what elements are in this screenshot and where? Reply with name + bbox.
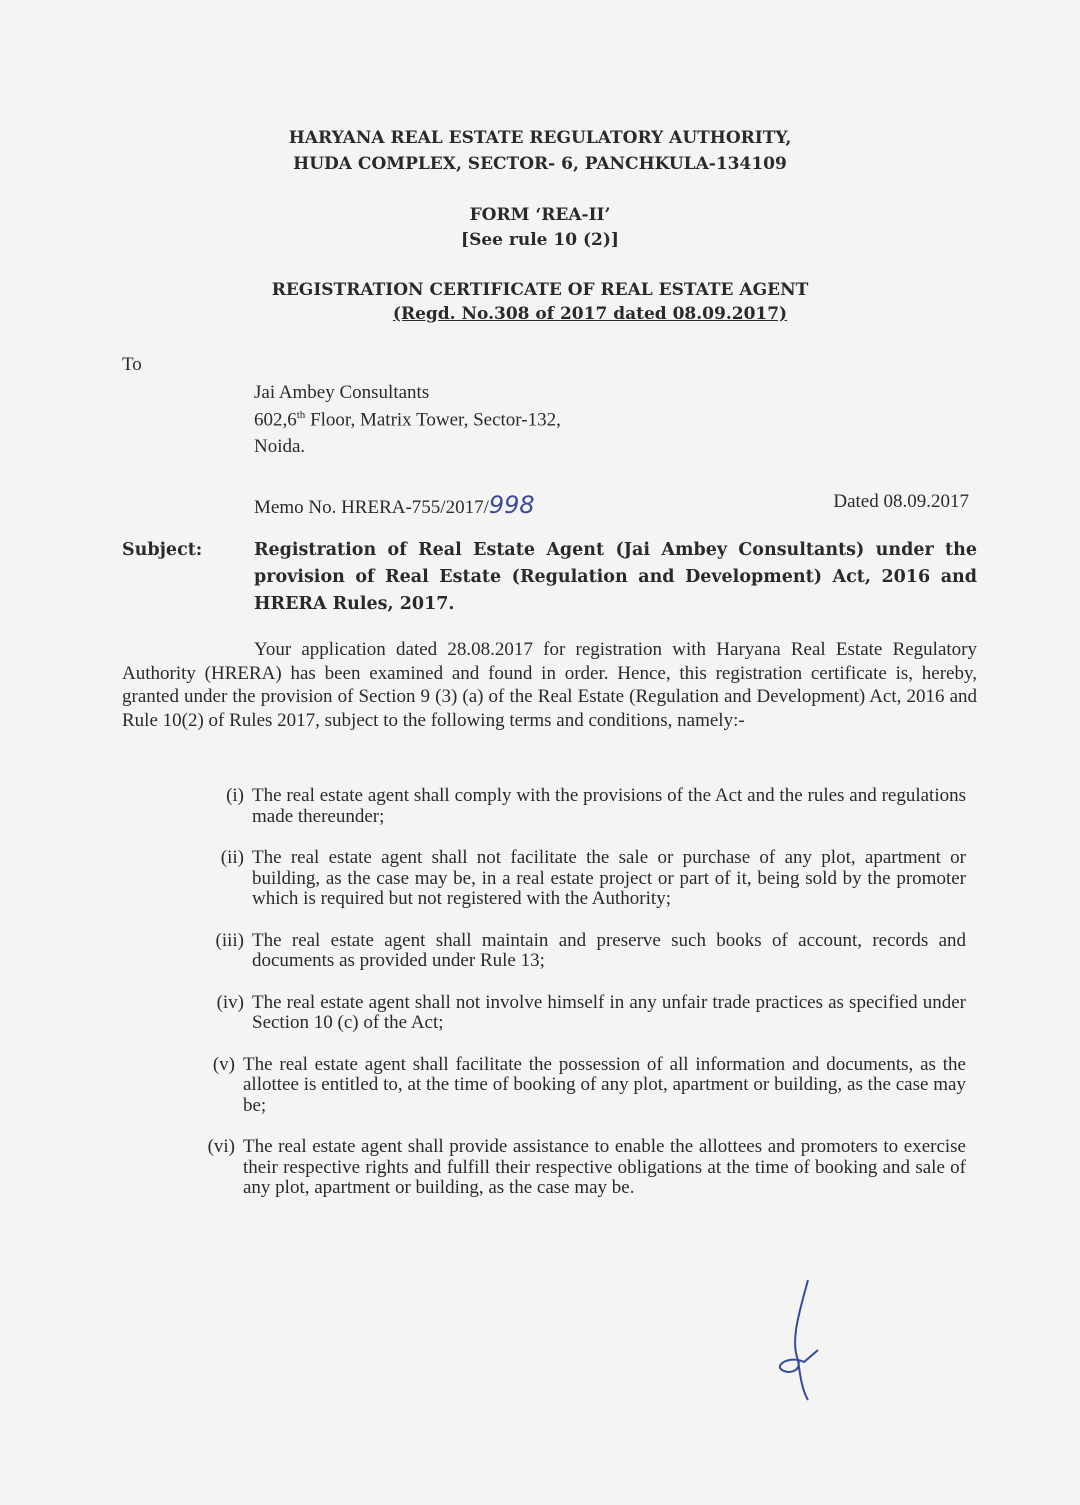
form-rule: [See rule 10 (2)]: [461, 230, 619, 250]
memo-label: Memo No. HRERA-755/2017/: [254, 497, 489, 518]
signature: [760, 1270, 840, 1410]
to-label: To: [122, 354, 142, 375]
subject-label: Subject:: [122, 540, 203, 560]
subject-text: Registration of Real Estate Agent (Jai Ambey Consultants) under the provision of Real Estate (Regulation and Development) Act, 2016 and HRERA Rules, 2017.: [254, 540, 977, 614]
recipient-name: Jai Ambey Consultants: [254, 382, 430, 403]
recipient-address-line1: [254, 409, 561, 431]
condition-item: [190, 993, 966, 1034]
recipient-address-line2: Noida.: [254, 436, 306, 457]
condition-item: [190, 848, 966, 910]
condition-number: (v): [212, 1053, 235, 1075]
condition-item: [190, 1137, 966, 1199]
condition-number: (iv): [216, 991, 244, 1013]
condition-text: The real estate agent shall comply with the provisions of the Act and the rules and regulations made thereunder;: [252, 785, 966, 827]
condition-number: (vi): [207, 1136, 235, 1157]
memo-date: Dated 08.09.2017: [833, 491, 969, 512]
authority-address: HUDA COMPLEX, SECTOR- 6, PANCHKULA-134109: [293, 154, 787, 174]
condition-item: [190, 931, 966, 972]
conditions-list: [190, 786, 966, 1199]
condition-text: The real estate agent shall facilitate the possession of all information and documents, as the allottee is entitled to, at the time of booking of any plot, apartment or building, as the case may be;: [243, 1053, 966, 1116]
condition-item: [190, 786, 966, 827]
certificate-title: REGISTRATION CERTIFICATE OF REAL ESTATE AGENT: [271, 280, 809, 300]
condition-number: (i): [226, 785, 244, 806]
condition-number: (ii): [220, 847, 244, 868]
condition-text: The real estate agent shall maintain and preserve such books of account, records and documents as provided under Rule 13;: [252, 929, 966, 971]
address-sup: th: [296, 409, 306, 421]
registration-number: (Regd. No.308 of 2017 dated 08.09.2017): [392, 304, 788, 324]
condition-item: [190, 1055, 966, 1117]
condition-text: The real estate agent shall not facilitate the sale or purchase of any plot, apartment or building, as the case may be, in a real estate project or part of it, being sold by the promoter which is required but not registered with the Authority;: [252, 847, 966, 909]
condition-text: The real estate agent shall not involve himself in any unfair trade practices as specified under Section 10 (c) of the Act;: [252, 991, 966, 1033]
handwritten-memo-number: 998: [488, 491, 535, 519]
condition-text: The real estate agent shall provide assistance to enable the allottees and promoters to exercise their respective rights and fulfill their respective obligations at the time of booking and sale of any plot, apartment or building, as the case may be.: [243, 1136, 966, 1198]
body-paragraph: Your application dated 28.08.2017 for registration with Haryana Real Estate Regulatory Authority (HRERA) has been examined and found in order. Hence, this registration certificate is, hereby, granted under the provision of Section 9 (3) (a) of the Real Estate (Regulation and Development) Act, 2016 and Rule 10(2) of Rules 2017, subject to the following terms and conditions, namely:-: [122, 639, 977, 731]
form-name: FORM ‘REA-II’: [469, 205, 611, 225]
condition-number: (iii): [215, 929, 244, 951]
memo-number: [254, 491, 535, 519]
address-number: 602,6: [254, 409, 297, 431]
authority-name: HARYANA REAL ESTATE REGULATORY AUTHORITY,: [288, 128, 792, 148]
address-rest: Floor, Matrix Tower, Sector-132,: [305, 409, 561, 431]
